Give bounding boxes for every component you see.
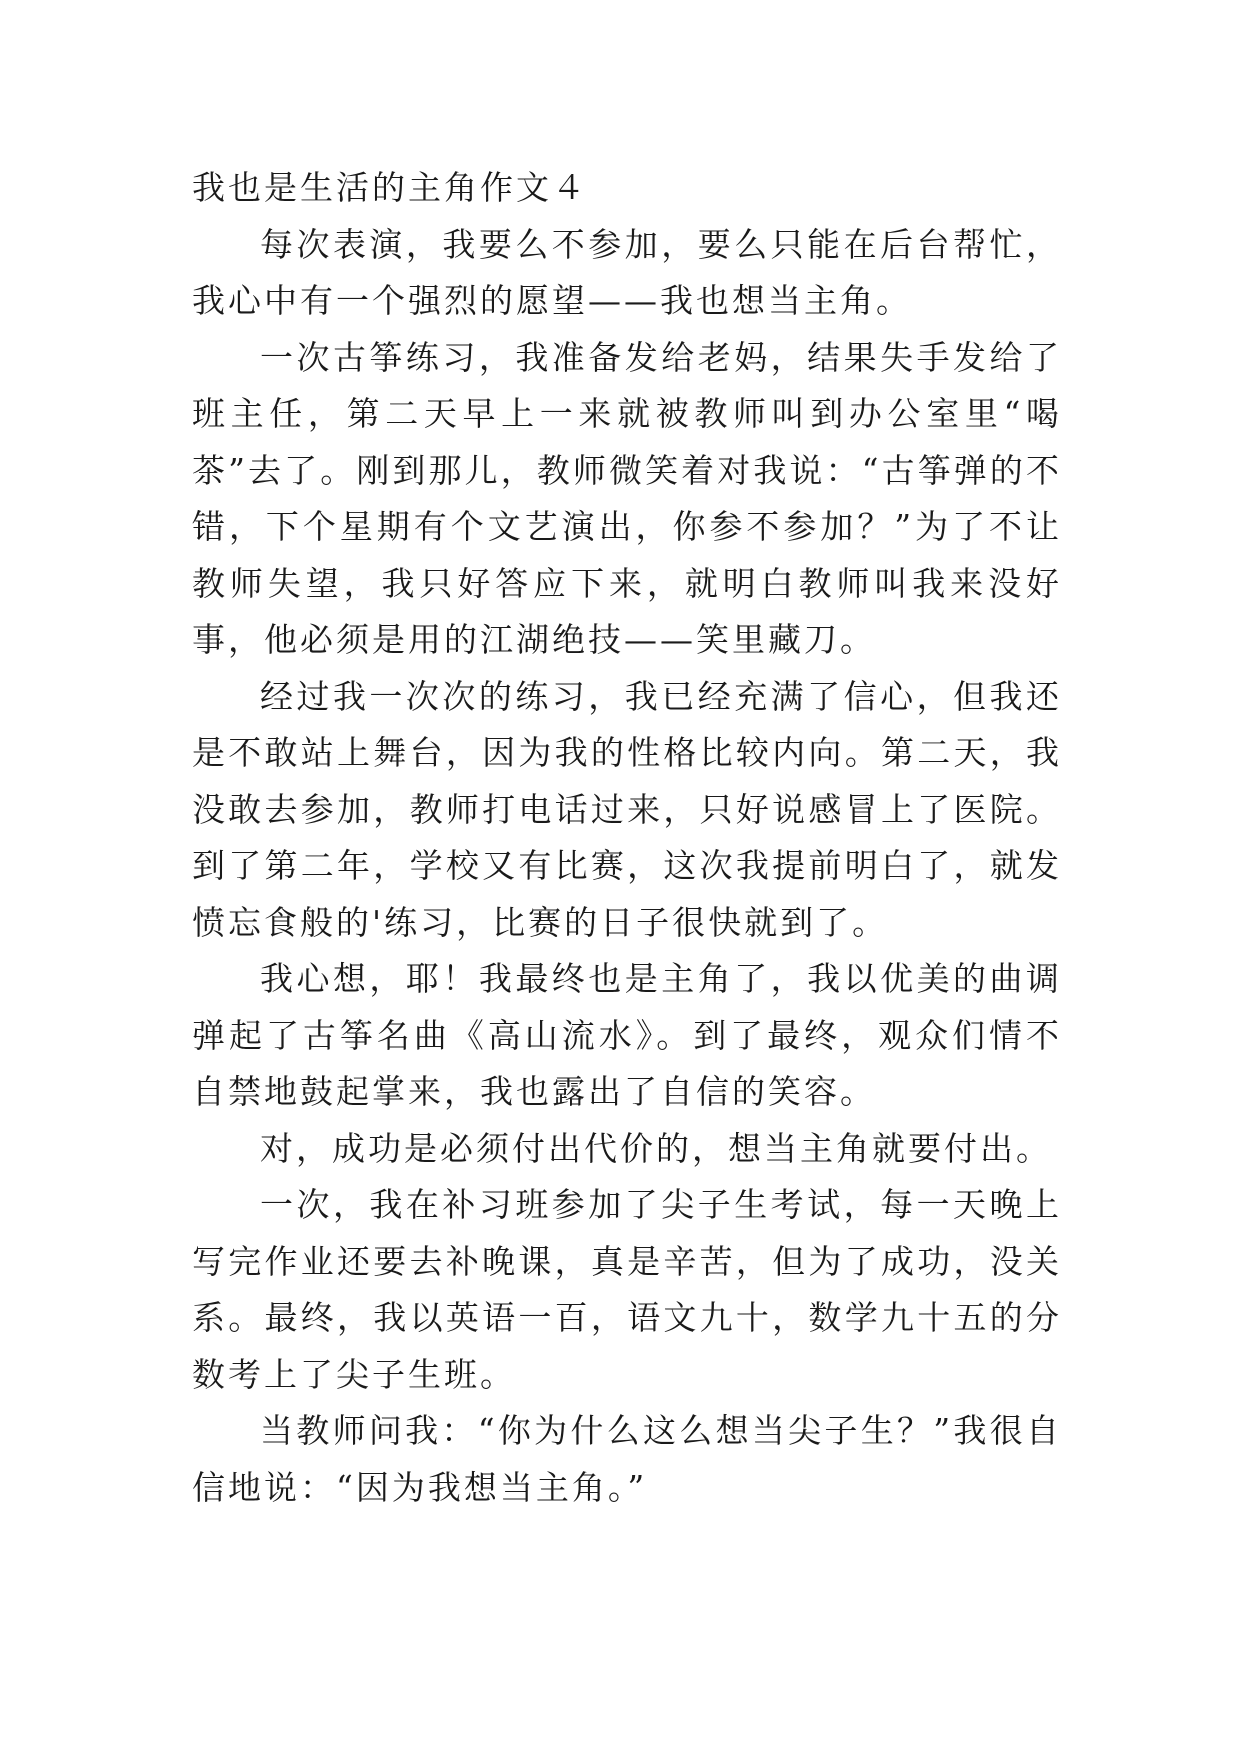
paragraph-5: 对，成功是必须付出代价的，想当主角就要付出。 xyxy=(260,1128,1052,1168)
document-title: 我也是生活的主角作文４ xyxy=(192,168,588,207)
paragraph-1: 每次表演，我要么不参加，要么只能在后台帮忙，我心中有一个强烈的愿望——我也想当主角。 xyxy=(192,224,1062,320)
paragraph-3: 经过我一次次的练习，我已经充满了信心，但我还是不敢站上舞台，因为我的性格比较内向。第二天，我没敢去参加，教师打电话过来，只好说感冒上了医院。到了第二年，学校又有比赛，这次我提前明白了，就发愤忘食般的'练习，比赛的日子很快就到了。 xyxy=(192,676,1062,942)
paragraph-4: 我心想，耶！我最终也是主角了，我以优美的曲调弹起了古筝名曲《高山流水》。到了最终，观众们情不自禁地鼓起掌来，我也露出了自信的笑容。 xyxy=(192,959,1062,1111)
document-body xyxy=(192,160,1062,1516)
paragraph-7: 当教师问我：“你为什么这么想当尖子生？”我很自信地说：“因为我想当主角。” xyxy=(192,1411,1062,1507)
paragraph-6: 一次，我在补习班参加了尖子生考试，每一天晚上写完作业还要去补晚课，真是辛苦，但为了成功，没关系。最终，我以英语一百，语文九十，数学九十五的分数考上了尖子生班。 xyxy=(192,1185,1062,1394)
paragraph-2: 一次古筝练习，我准备发给老妈，结果失手发给了班主任，第二天早上一来就被教师叫到办公室里“喝茶”去了。刚到那儿，教师微笑着对我说：“古筝弹的不错，下个星期有个文艺演出，你参不参加？”为了不让教师失望，我只好答应下来，就明白教师叫我来没好事，他必须是用的江湖绝技——笑里藏刀。 xyxy=(192,337,1062,659)
